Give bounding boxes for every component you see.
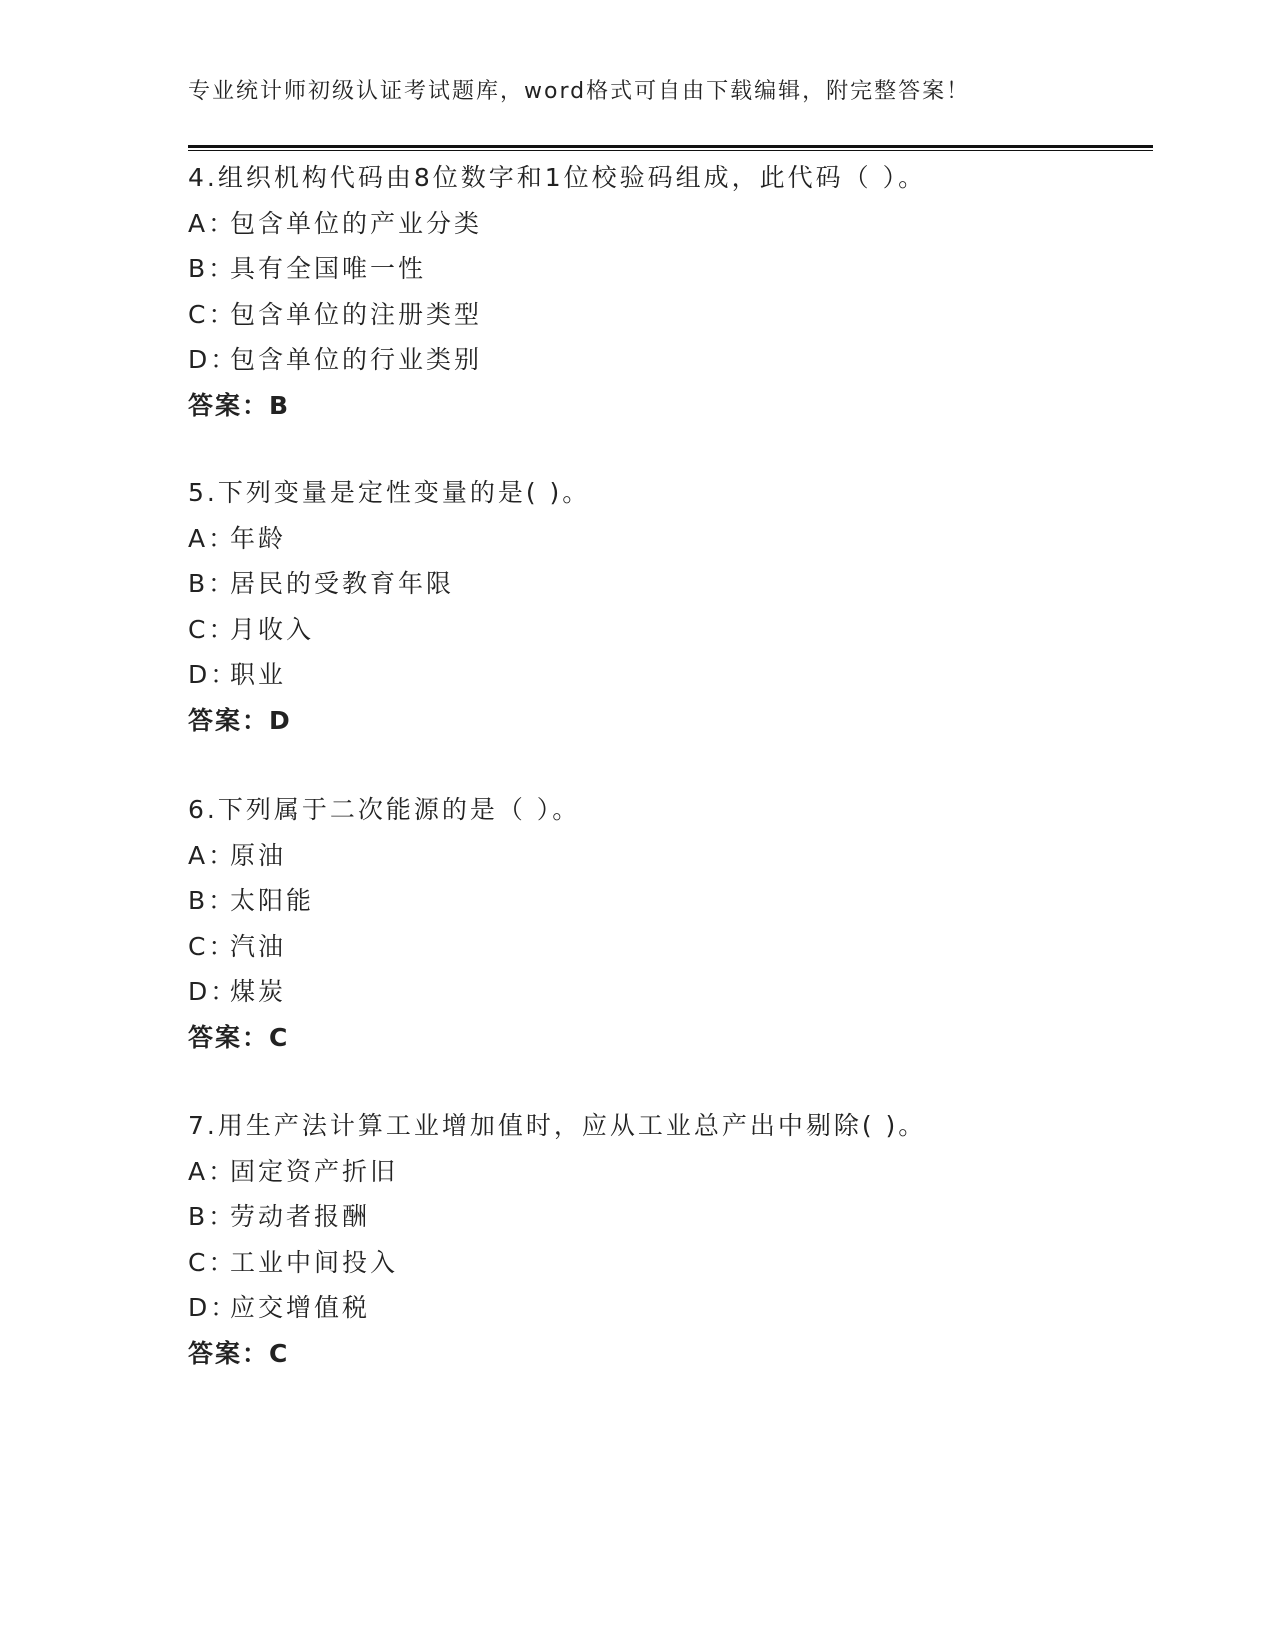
option-label: B： [188,886,237,915]
option-c [188,924,1148,970]
option-text: 原油 [230,840,287,870]
option-label: B： [188,569,237,598]
option-text: 包含单位的行业类别 [230,345,483,374]
option-label: A： [188,840,237,870]
option-label: A： [188,208,237,238]
option-text: 包含单位的注册类型 [230,299,483,329]
option-label: D： [188,660,239,689]
option-label: D： [188,977,239,1006]
answer-line: 答案：D [188,705,292,735]
question-stem: 6.下列属于二次能源的是（ ）。 [188,795,581,824]
option-a [188,516,1148,562]
option-d [188,337,1148,383]
option-label: C： [188,299,237,329]
option-b [188,1194,1148,1240]
option-text: 具有全国唯一性 [230,254,427,283]
option-label: C： [188,931,237,961]
option-d [188,652,1148,698]
option-text: 职业 [230,660,287,689]
header-rule-thick [188,145,1153,148]
option-label: A： [188,1156,237,1186]
option-b [188,878,1148,924]
option-label: C： [188,614,237,644]
question-block [188,470,1148,743]
option-text: 固定资产折旧 [230,1156,399,1186]
option-text: 劳动者报酬 [230,1202,371,1231]
option-text: 应交增值税 [230,1293,371,1322]
option-c [188,607,1148,653]
question-stem: 5.下列变量是定性变量的是( )。 [188,478,591,507]
option-d [188,969,1148,1015]
option-label: D： [188,1293,239,1322]
option-text: 太阳能 [230,886,315,915]
answer-line: 答案：B [188,390,291,420]
option-text: 年龄 [230,523,287,553]
option-text: 包含单位的产业分类 [230,208,483,238]
option-text: 月收入 [230,614,315,644]
question-block [188,155,1148,428]
question-block [188,1103,1148,1376]
option-text: 汽油 [230,931,287,961]
answer-line: 答案：C [188,1338,290,1368]
option-label: D： [188,345,239,374]
option-b [188,561,1148,607]
option-b [188,246,1148,292]
option-text: 居民的受教育年限 [230,569,455,598]
header-rule-thin [188,150,1153,151]
option-label: A： [188,523,237,553]
option-c [188,1240,1148,1286]
option-label: B： [188,1202,237,1231]
option-label: B： [188,254,237,283]
option-a [188,201,1148,247]
question-stem: 7.用生产法计算工业增加值时，应从工业总产出中剔除( )。 [188,1111,927,1140]
option-text: 煤炭 [230,977,287,1006]
option-a [188,833,1148,879]
option-label: C： [188,1247,237,1277]
answer-line: 答案：C [188,1022,290,1052]
question-stem: 4.组织机构代码由8位数字和1位校验码组成，此代码（ ）。 [188,163,927,192]
option-d [188,1285,1148,1331]
question-block [188,787,1148,1060]
option-text: 工业中间投入 [230,1247,399,1277]
option-a [188,1149,1148,1195]
page-header: 专业统计师初级认证考试题库，word格式可自由下载编辑，附完整答案！ [188,79,971,104]
option-c [188,292,1148,338]
